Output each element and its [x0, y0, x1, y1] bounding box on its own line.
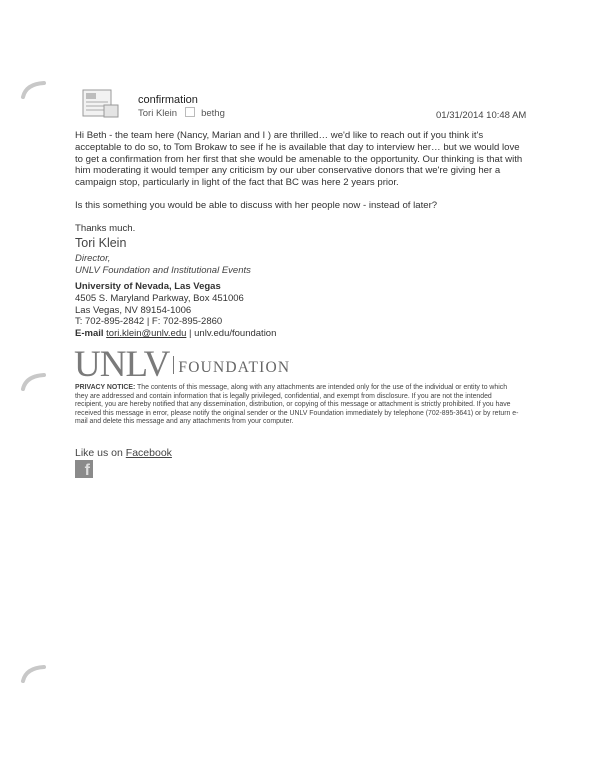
privacy-text: The contents of this message, along with any attachments are intended only for the use of the individual or entity to which they are addressed and contain information that is legally privileged, confidential, and exempt from disclosure. If you are not the intended recipient, you are hereby notified that any dissemination, distribution, or copying of this message or attachment is strictly prohibited. If you have received this message in error, please notify the original sender or the UNLV Foundation immediately by telephone (702-895-3641) or by return e-mail and delete this message and any attachments from your computer.: [75, 384, 519, 426]
signature-name: Tori Klein: [75, 236, 127, 250]
logo-unlv-text: UNLV: [74, 344, 170, 385]
signature-title-line-1: Director,: [75, 253, 111, 264]
facebook-icon-letter: f: [84, 462, 90, 479]
email-label: E-mail: [75, 328, 104, 340]
body-paragraph-2: Is this something you would be able to discuss with her people now - instead of later?: [75, 199, 438, 211]
signature-title-line-2: UNLV Foundation and Institutional Events: [75, 265, 251, 276]
signature-title: [75, 253, 251, 277]
logo-divider: [173, 356, 174, 374]
recipient-separator-icon: [185, 107, 195, 117]
email-message-icon: [82, 89, 122, 119]
unlv-foundation-logo: [74, 343, 290, 386]
punch-hole-mark-bottom: [20, 664, 46, 684]
punch-hole-mark-top: [20, 80, 46, 100]
logo-foundation-text: FOUNDATION: [178, 359, 291, 376]
like-us-prefix: Like us on: [75, 447, 126, 459]
signature-phone: T: 702-895-2842 | F: 702-895-2860: [75, 316, 223, 328]
email-datetime: 01/31/2014 10:48 AM: [436, 110, 527, 121]
recipient-name: bethg: [201, 108, 225, 119]
signature-address-1: 4505 S. Maryland Parkway, Box 451006: [75, 292, 244, 304]
like-us-line: [75, 447, 172, 459]
facebook-link[interactable]: Facebook: [125, 447, 172, 459]
sender-name: Tori Klein: [138, 108, 178, 119]
email-subject: confirmation: [138, 94, 198, 106]
email-from-to: [138, 107, 225, 119]
body-paragraph-1: Hi Beth - the team here (Nancy, Marian and I ) are thrilled… we'd like to reach out if you think it's acceptable to do so, to Tom Brokaw to see if he is available that day to interview her… but we would love to get a confirmation from her first that she would be amenable to the opportunity. Our thinking is that with him moderating it would temper any criticism by our uber conservative donors that we're giving her a campaign stop, particularly in light of the fact that BC was here 2 years prior.: [75, 130, 523, 189]
signature-address-2: Las Vegas, NV 89154-1006: [75, 304, 192, 316]
email-link[interactable]: tori.klein@unlv.edu: [106, 328, 187, 340]
body-paragraph-3: Thanks much.: [75, 222, 136, 234]
privacy-label: PRIVACY NOTICE:: [75, 384, 136, 391]
website-link[interactable]: unlv.edu/foundation: [194, 328, 277, 340]
facebook-icon[interactable]: [75, 460, 93, 478]
punch-hole-mark-middle: [20, 372, 46, 392]
signature-contact: [75, 281, 276, 340]
signature-org: University of Nevada, Las Vegas: [75, 281, 221, 292]
privacy-notice: [75, 384, 520, 427]
email-body: [75, 130, 530, 235]
signature-email-row: [75, 328, 276, 340]
website-separator: |: [186, 328, 195, 340]
